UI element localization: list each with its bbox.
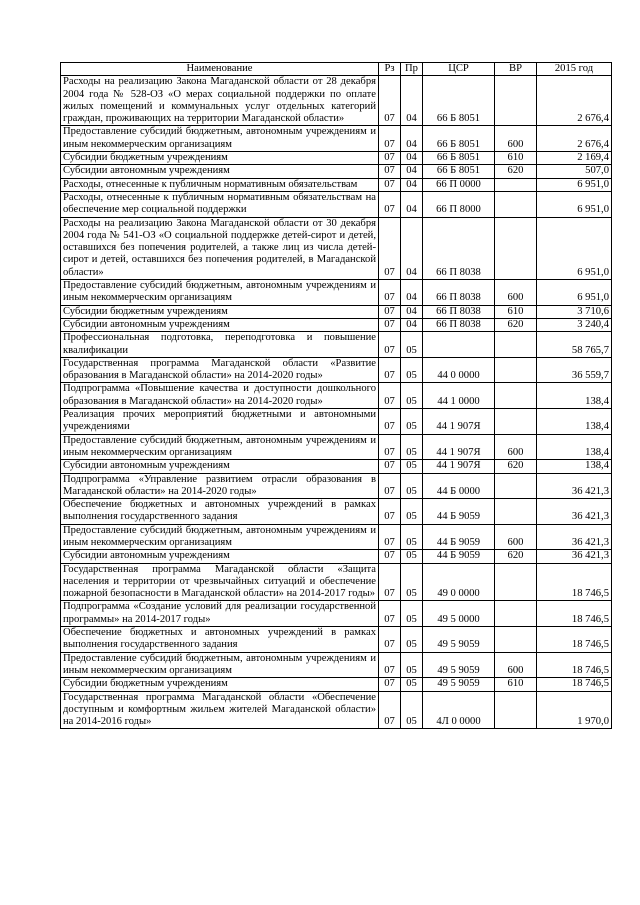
- cell-sum: 18 746,5: [537, 627, 612, 653]
- cell-vr: 620: [495, 550, 537, 563]
- cell-rz: 07: [379, 383, 401, 409]
- table-row: [61, 332, 612, 358]
- cell-pr: 05: [401, 409, 423, 435]
- cell-csr: 44 1 907Я: [423, 409, 495, 435]
- cell-vr: [495, 627, 537, 653]
- cell-sum: 36 421,3: [537, 550, 612, 563]
- cell-vr: 620: [495, 460, 537, 473]
- cell-name: Расходы на реализацию Закона Магаданской области от 28 декабря 2004 года № 528-ОЗ «О мерах социальной поддержки по оплате жилых помещений и коммунальных услуг отдельных категорий граждан, проживающих на территории Магаданской области»: [61, 76, 379, 126]
- cell-rz: 07: [379, 652, 401, 678]
- cell-rz: 07: [379, 357, 401, 383]
- cell-csr: 44 Б 0000: [423, 473, 495, 499]
- cell-vr: 610: [495, 305, 537, 318]
- cell-vr: [495, 191, 537, 217]
- cell-csr: [423, 332, 495, 358]
- cell-vr: [495, 563, 537, 601]
- cell-sum: 36 421,3: [537, 473, 612, 499]
- cell-pr: 04: [401, 165, 423, 178]
- cell-sum: 36 559,7: [537, 357, 612, 383]
- cell-sum: 18 746,5: [537, 652, 612, 678]
- cell-name: Государственная программа Магаданской области «Развитие образования в Магаданской области» на 2014-2020 годы»: [61, 357, 379, 383]
- cell-vr: [495, 473, 537, 499]
- cell-sum: 6 951,0: [537, 178, 612, 191]
- cell-name: Расходы на реализацию Закона Магаданской области от 30 декабря 2004 года № 541-ОЗ «О социальной поддержке детей-сирот и детей, оставшихся без попечения родителей, а также лиц из числа детей-сирот и детей, оставшихся без попечения родителей, в Магаданской области»: [61, 217, 379, 279]
- cell-sum: 1 970,0: [537, 691, 612, 729]
- cell-csr: 44 Б 9059: [423, 524, 495, 550]
- cell-name: Предоставление субсидий бюджетным, автономным учреждениям и иным некоммерческим организациям: [61, 524, 379, 550]
- cell-pr: 05: [401, 691, 423, 729]
- cell-pr: 04: [401, 152, 423, 165]
- cell-pr: 04: [401, 126, 423, 152]
- table-row: [61, 152, 612, 165]
- cell-name: Субсидии бюджетным учреждениям: [61, 305, 379, 318]
- table-row: [61, 563, 612, 601]
- budget-table: [60, 62, 612, 729]
- cell-pr: 05: [401, 524, 423, 550]
- cell-rz: 07: [379, 126, 401, 152]
- cell-csr: 66 Б 8051: [423, 126, 495, 152]
- cell-sum: 3 240,4: [537, 318, 612, 331]
- cell-name: Субсидии автономным учреждениям: [61, 460, 379, 473]
- cell-vr: [495, 217, 537, 279]
- table-row: [61, 652, 612, 678]
- cell-pr: 05: [401, 473, 423, 499]
- cell-pr: 05: [401, 460, 423, 473]
- cell-rz: 07: [379, 305, 401, 318]
- cell-csr: 44 1 0000: [423, 383, 495, 409]
- cell-sum: 36 421,3: [537, 499, 612, 525]
- cell-sum: 6 951,0: [537, 191, 612, 217]
- cell-pr: 04: [401, 318, 423, 331]
- cell-name: Подпрограмма «Повышение качества и доступности дошкольного образования в Магаданской области» на 2014-2020 годы»: [61, 383, 379, 409]
- cell-csr: 49 5 9059: [423, 652, 495, 678]
- cell-pr: 05: [401, 652, 423, 678]
- cell-rz: 07: [379, 460, 401, 473]
- cell-vr: [495, 409, 537, 435]
- table-row: [61, 409, 612, 435]
- table-row: [61, 318, 612, 331]
- cell-rz: 07: [379, 409, 401, 435]
- cell-vr: [495, 383, 537, 409]
- cell-csr: 66 П 8000: [423, 191, 495, 217]
- cell-pr: 05: [401, 499, 423, 525]
- cell-pr: 04: [401, 76, 423, 126]
- table-row: [61, 305, 612, 318]
- cell-sum: 138,4: [537, 383, 612, 409]
- cell-sum: 2 676,4: [537, 76, 612, 126]
- cell-rz: 07: [379, 601, 401, 627]
- cell-sum: 138,4: [537, 434, 612, 460]
- cell-sum: 18 746,5: [537, 563, 612, 601]
- cell-vr: [495, 357, 537, 383]
- table-row: [61, 434, 612, 460]
- cell-vr: 600: [495, 524, 537, 550]
- cell-rz: 07: [379, 217, 401, 279]
- cell-rz: 07: [379, 178, 401, 191]
- cell-name: Подпрограмма «Создание условий для реализации государственной программы» на 2014-2017 годы»: [61, 601, 379, 627]
- header-csr: ЦСР: [423, 63, 495, 76]
- header-vr: ВР: [495, 63, 537, 76]
- table-row: [61, 217, 612, 279]
- cell-rz: 07: [379, 524, 401, 550]
- cell-csr: 44 Б 9059: [423, 499, 495, 525]
- cell-csr: 49 5 9059: [423, 678, 495, 691]
- table-row: [61, 357, 612, 383]
- cell-pr: 04: [401, 178, 423, 191]
- cell-sum: 6 951,0: [537, 280, 612, 306]
- cell-rz: 07: [379, 152, 401, 165]
- table-row: [61, 601, 612, 627]
- table-row: [61, 76, 612, 126]
- cell-sum: 507,0: [537, 165, 612, 178]
- cell-csr: 44 0 0000: [423, 357, 495, 383]
- table-row: [61, 524, 612, 550]
- cell-name: Расходы, отнесенные к публичным нормативным обязательствам: [61, 178, 379, 191]
- header-pr: Пр: [401, 63, 423, 76]
- table-row: [61, 191, 612, 217]
- cell-pr: 05: [401, 563, 423, 601]
- cell-rz: 07: [379, 165, 401, 178]
- cell-csr: 66 Б 8051: [423, 165, 495, 178]
- cell-pr: 04: [401, 217, 423, 279]
- cell-csr: 66 П 8038: [423, 318, 495, 331]
- cell-pr: 04: [401, 191, 423, 217]
- header-rz: Рз: [379, 63, 401, 76]
- cell-vr: 600: [495, 434, 537, 460]
- cell-name: Обеспечение бюджетных и автономных учреждений в рамках выполнения государственного задания: [61, 627, 379, 653]
- cell-name: Субсидии бюджетным учреждениям: [61, 678, 379, 691]
- cell-name: Государственная программа Магаданской области «Обеспечение доступным и комфортным жильем жителей Магаданской области» на 2014-2016 годы»: [61, 691, 379, 729]
- cell-csr: 44 1 907Я: [423, 460, 495, 473]
- cell-pr: 05: [401, 601, 423, 627]
- cell-pr: 04: [401, 280, 423, 306]
- cell-rz: 07: [379, 332, 401, 358]
- table-row: [61, 126, 612, 152]
- cell-name: Государственная программа Магаданской области «Защита населения и территории от чрезвычайных ситуаций и обеспечение пожарной безопасности в Магаданской области» на 2014-2017 годы»: [61, 563, 379, 601]
- table-row: [61, 473, 612, 499]
- cell-vr: 610: [495, 152, 537, 165]
- cell-sum: 36 421,3: [537, 524, 612, 550]
- cell-vr: 600: [495, 652, 537, 678]
- cell-rz: 07: [379, 473, 401, 499]
- header-name: Наименование: [61, 63, 379, 76]
- cell-sum: 2 169,4: [537, 152, 612, 165]
- cell-name: Расходы, отнесенные к публичным нормативным обязательствам на обеспечение мер социальной поддержки: [61, 191, 379, 217]
- cell-name: Предоставление субсидий бюджетным, автономным учреждениям и иным некоммерческим организациям: [61, 652, 379, 678]
- table-row: [61, 627, 612, 653]
- cell-vr: 610: [495, 678, 537, 691]
- header-sum: 2015 год: [537, 63, 612, 76]
- cell-vr: 600: [495, 280, 537, 306]
- cell-vr: [495, 178, 537, 191]
- cell-sum: 58 765,7: [537, 332, 612, 358]
- cell-rz: 07: [379, 318, 401, 331]
- table-row: [61, 383, 612, 409]
- cell-name: Предоставление субсидий бюджетным, автономным учреждениям и иным некоммерческим организациям: [61, 126, 379, 152]
- cell-csr: 66 П 0000: [423, 178, 495, 191]
- cell-name: Реализация прочих мероприятий бюджетными и автономными учреждениями: [61, 409, 379, 435]
- cell-pr: 05: [401, 383, 423, 409]
- cell-sum: 18 746,5: [537, 601, 612, 627]
- cell-name: Предоставление субсидий бюджетным, автономным учреждениям и иным некоммерческим организациям: [61, 434, 379, 460]
- cell-sum: 6 951,0: [537, 217, 612, 279]
- cell-pr: 05: [401, 357, 423, 383]
- cell-name: Профессиональная подготовка, переподготовка и повышение квалификации: [61, 332, 379, 358]
- table-row: [61, 550, 612, 563]
- cell-rz: 07: [379, 550, 401, 563]
- cell-rz: 07: [379, 678, 401, 691]
- cell-csr: 4Л 0 0000: [423, 691, 495, 729]
- cell-vr: [495, 691, 537, 729]
- table-body: [61, 76, 612, 729]
- table-row: [61, 678, 612, 691]
- cell-csr: 49 5 9059: [423, 627, 495, 653]
- cell-name: Предоставление субсидий бюджетным, автономным учреждениям и иным некоммерческим организациям: [61, 280, 379, 306]
- cell-rz: 07: [379, 563, 401, 601]
- cell-csr: 66 Б 8051: [423, 152, 495, 165]
- cell-vr: 620: [495, 165, 537, 178]
- cell-sum: 138,4: [537, 460, 612, 473]
- cell-csr: 66 П 8038: [423, 217, 495, 279]
- table-row: [61, 165, 612, 178]
- cell-rz: 07: [379, 499, 401, 525]
- cell-csr: 66 Б 8051: [423, 76, 495, 126]
- cell-pr: 04: [401, 305, 423, 318]
- table-header-row: [61, 63, 612, 76]
- cell-csr: 44 Б 9059: [423, 550, 495, 563]
- cell-vr: [495, 76, 537, 126]
- table-row: [61, 178, 612, 191]
- cell-csr: 49 0 0000: [423, 563, 495, 601]
- cell-vr: [495, 332, 537, 358]
- cell-rz: 07: [379, 191, 401, 217]
- cell-name: Обеспечение бюджетных и автономных учреждений в рамках выполнения государственного задания: [61, 499, 379, 525]
- cell-rz: 07: [379, 280, 401, 306]
- cell-vr: 600: [495, 126, 537, 152]
- cell-csr: 44 1 907Я: [423, 434, 495, 460]
- cell-vr: [495, 499, 537, 525]
- cell-sum: 138,4: [537, 409, 612, 435]
- cell-csr: 49 5 0000: [423, 601, 495, 627]
- cell-csr: 66 П 8038: [423, 280, 495, 306]
- cell-sum: 2 676,4: [537, 126, 612, 152]
- cell-pr: 05: [401, 678, 423, 691]
- cell-pr: 05: [401, 434, 423, 460]
- cell-name: Подпрограмма «Управление развитием отрасли образования в Магаданской области» на 2014-2020 годы»: [61, 473, 379, 499]
- cell-vr: 620: [495, 318, 537, 331]
- cell-sum: 18 746,5: [537, 678, 612, 691]
- cell-vr: [495, 601, 537, 627]
- cell-pr: 05: [401, 550, 423, 563]
- cell-rz: 07: [379, 76, 401, 126]
- cell-rz: 07: [379, 434, 401, 460]
- cell-name: Субсидии автономным учреждениям: [61, 318, 379, 331]
- cell-name: Субсидии автономным учреждениям: [61, 165, 379, 178]
- table-row: [61, 691, 612, 729]
- table-row: [61, 460, 612, 473]
- cell-name: Субсидии автономным учреждениям: [61, 550, 379, 563]
- cell-rz: 07: [379, 627, 401, 653]
- cell-sum: 3 710,6: [537, 305, 612, 318]
- cell-rz: 07: [379, 691, 401, 729]
- cell-csr: 66 П 8038: [423, 305, 495, 318]
- cell-pr: 05: [401, 627, 423, 653]
- cell-pr: 05: [401, 332, 423, 358]
- table-row: [61, 499, 612, 525]
- cell-name: Субсидии бюджетным учреждениям: [61, 152, 379, 165]
- table-row: [61, 280, 612, 306]
